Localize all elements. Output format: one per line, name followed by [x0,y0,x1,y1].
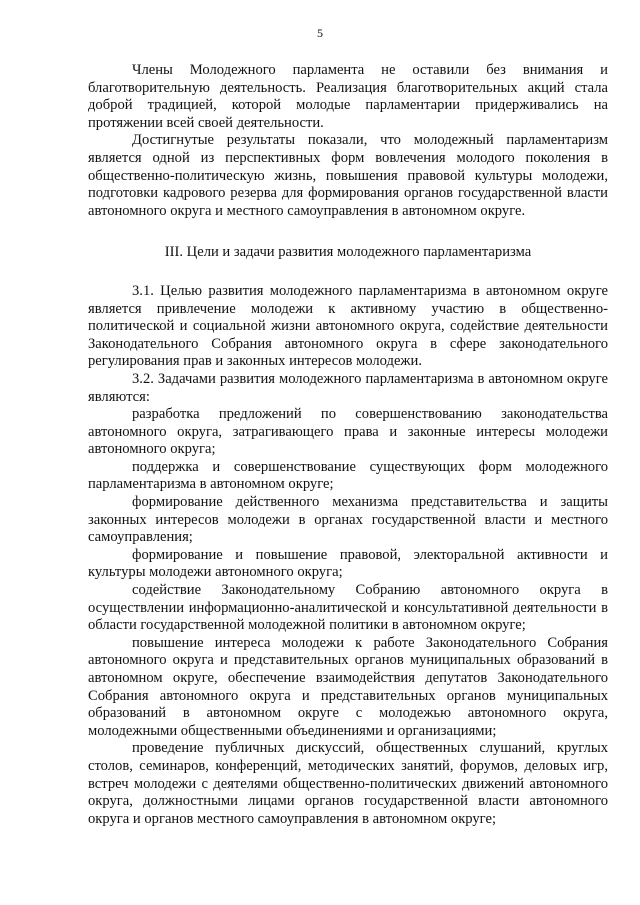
task-item: проведение публичных дискуссий, общественных слушаний, круглых столов, семинаров, конференций, методических занятий, форумов, деловых игр, встреч молодежи с деятелями общественно-политических движений автономного округа, должностными лицами органов государственной власти автономного округа и органов местного самоуправления в автономном округе; [88,740,608,827]
task-item: формирование действенного механизма представительства и защиты законных интересов молодежи в органах государственной власти и местного самоуправления; [88,494,608,546]
task-item: формирование и повышение правовой, электоральной активности и культуры молодежи автономного округа; [88,546,608,581]
task-item: поддержка и совершенствование существующих форм молодежного парламентаризма в автономном округе; [88,458,608,493]
task-item: повышение интереса молодежи к работе Законодательного Собрания автономного округа и представительных органов муниципальных образований в автономном округе, обеспечение взаимодействия депутатов Законодательного Собрания автономного округа и представительных органов муниципальных образований в автономном округе с молодежью автономного округа, молодежными общественными объединениями и организациями; [88,634,608,739]
paragraph-goal: 3.1. Целью развития молодежного парламентаризма в автономном округе является привлечение молодежи к активному участию в общественно-политической и социальной жизни автономного округа, содействие деятельности Законодательного Собрания автономного округа в сфере законодательного регулирования прав и законных интересов молодежи. [88,282,608,370]
paragraph-tasks-intro: 3.2. Задачами развития молодежного парламентаризма в автономном округе являются: [88,370,608,405]
task-item: содействие Законодательному Собранию автономного округа в осуществлении информационно-аналитической и консультативной деятельности в области государственной молодежной политики в автономном округе; [88,582,608,634]
task-item: разработка предложений по совершенствованию законодательства автономного округа, затрагивающего права и законные интересы молодежи автономного округа; [88,406,608,458]
page-number: 5 [317,26,323,40]
section-heading: III. Цели и задачи развития молодежного парламентаризма [164,244,532,261]
paragraph-charity: Члены Молодежного парламента не оставили без внимания и благотворительную деятельность. Реализация благотворительных акций стала доброй традицией, которой молодые парламентарии придерживались на протяжении всей своей деятельности. [88,62,608,131]
document-body [88,62,608,828]
paragraph-results: Достигнутые результаты показали, что молодежный парламентаризм является одной из перспективных форм вовлечения молодого поколения в общественно-политическую жизнь, повышения правовой культуры молодежи, подготовки кадрового резерва для формирования органов государственной власти автономного округа и местного самоуправления в автономном округе. [88,132,608,219]
